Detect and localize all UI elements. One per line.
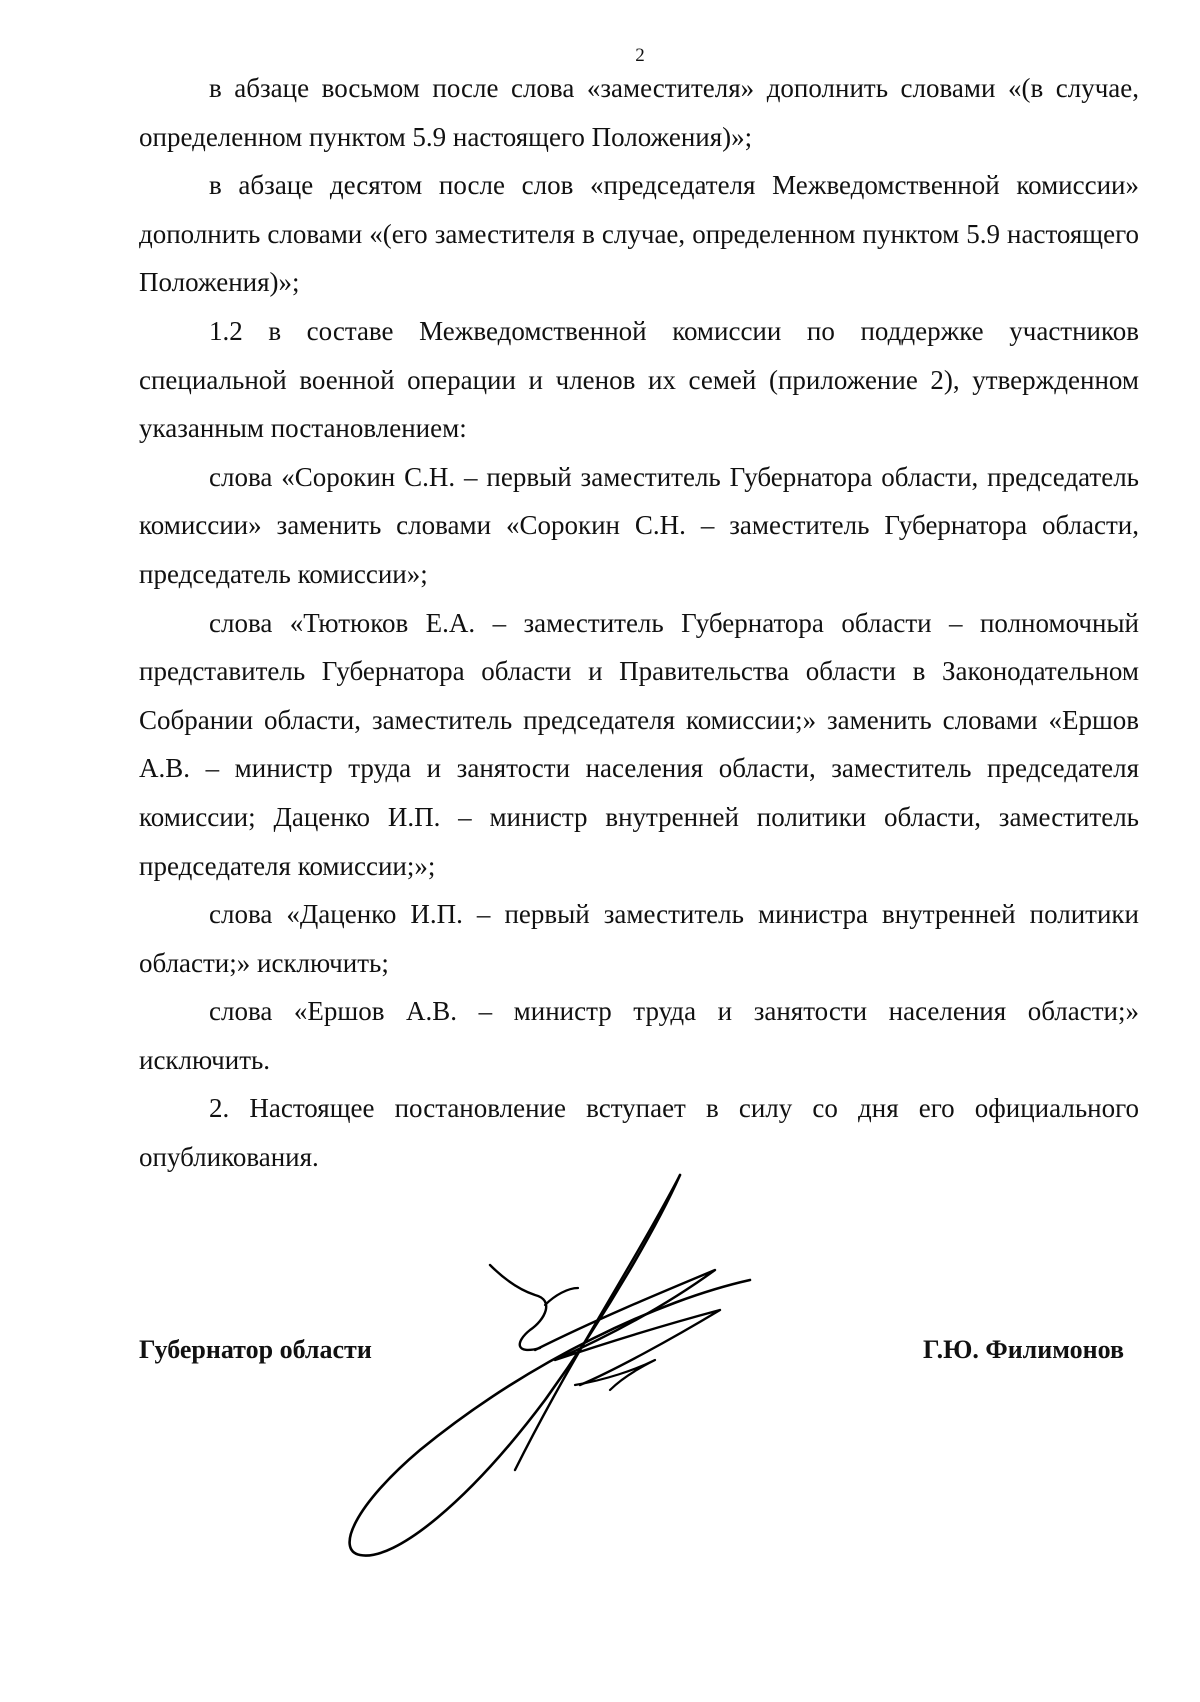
paragraph-8: 2. Настоящее постановление вступает в силу со дня его официального опубликования.	[139, 1093, 1139, 1173]
signature-block	[139, 1330, 1139, 1370]
paragraph-3: 1.2 в составе Межведомственной комиссии по поддержке участников специальной военной операции и членов их семей (приложение 2), утвержденном указанным постановлением:	[139, 315, 1139, 444]
paragraph-4: слова «Сорокин С.Н. – первый заместитель Губернатора области, председатель комиссии» заменить словами «Сорокин С.Н. – заместитель Губернатора области, председатель комиссии»;	[139, 461, 1139, 589]
paragraph-2: в абзаце десятом после слов «председателя Межведомственной комиссии» дополнить словами «(его заместителя в случае, определенном пунктом 5.9 настоящего Положения)»;	[139, 170, 1139, 298]
paragraph-5: слова «Тютюков Е.А. – заместитель Губернатора области – полномочный представитель Губернатора области и Правительства области в Законодательном Собрании области, заместитель председателя комиссии;» заменить словами «Ершов А.В. – министр труда и занятости населения области, заместитель председателя комиссии; Даценко И.П. – министр внутренней политики области, заместитель председателя комиссии;»;	[139, 607, 1139, 881]
signatory-position: Губернатор области	[139, 1335, 372, 1364]
page-number: 2	[635, 45, 645, 66]
paragraph-1: в абзаце восьмом после слова «заместителя» дополнить словами «(в случае, определенном пунктом 5.9 настоящего Положения)»;	[139, 73, 1139, 152]
signatory-name: Г.Ю. Филимонов	[922, 1335, 1124, 1364]
paragraph-7: слова «Ершов А.В. – министр труда и занятости населения области;» исключить.	[139, 996, 1139, 1075]
paragraph-6: слова «Даценко И.П. – первый заместитель министра внутренней политики области;» исключить;	[139, 899, 1139, 978]
document-body	[139, 64, 1139, 1182]
